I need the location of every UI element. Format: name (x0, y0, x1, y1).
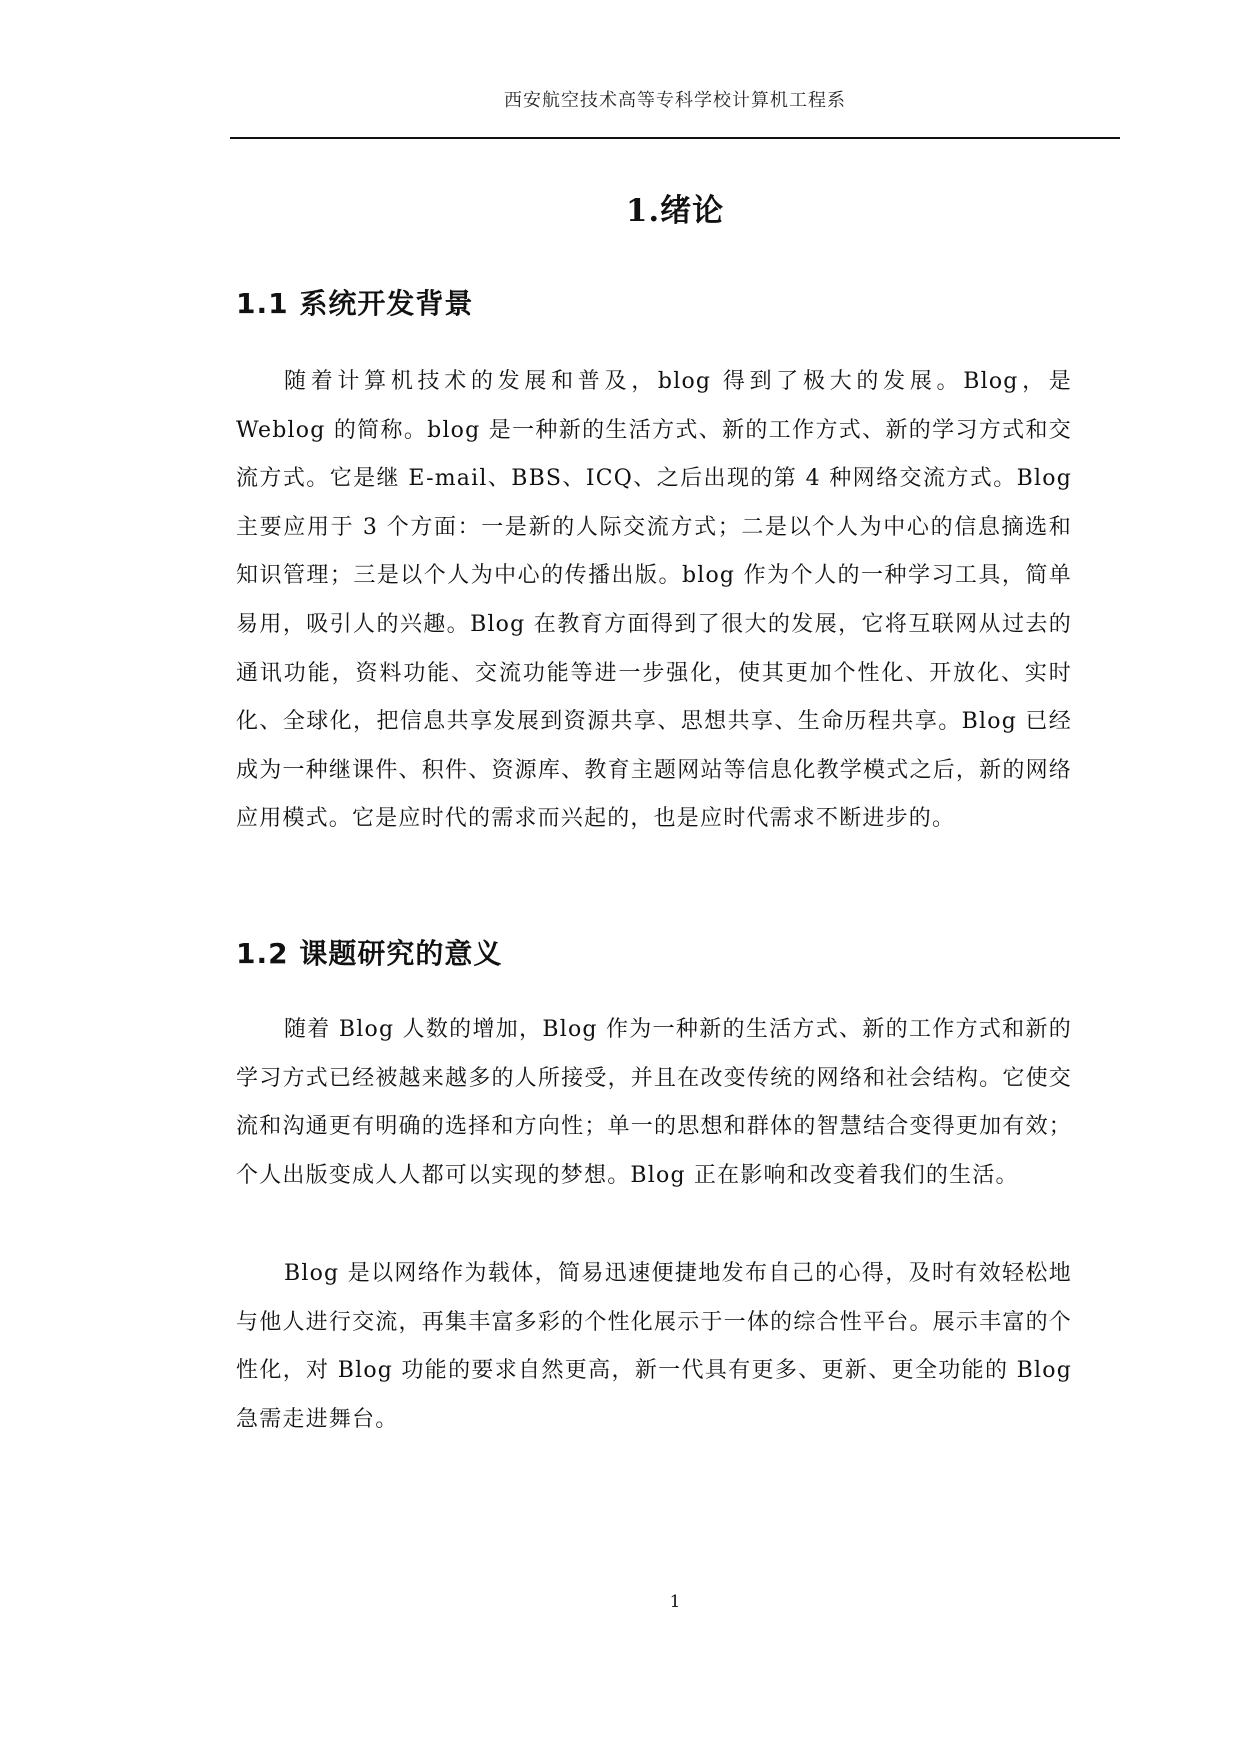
header-divider (230, 137, 1120, 139)
section-heading-1-2: 1.2 课题研究的意义 (236, 937, 503, 970)
paragraph-background: 随着计算机技术的发展和普及，blog 得到了极大的发展。Blog，是 Weblog 的简称。blog 是一种新的生活方式、新的工作方式、新的学习方式和交流方式。它是继 E-mail、BBS、ICQ、之后出现的第 4 种网络交流方式。Blog 主要应用于 3 个方面：一是新的人际交流方式；二是以个人为中心的信息摘选和知识管理；三是以个人为中心的传播出版。blog 作为个人的一种学习工具，简单易用，吸引人的兴趣。Blog 在教育方面得到了很大的发展，它将互联网从过去的通讯功能，资料功能、交流功能等进一步强化，使其更加个性化、开放化、实时化、全球化，把信息共享发展到资源共享、思想共享、生命历程共享。Blog 已经成为一种继课件、积件、资源库、教育主题网站等信息化教学模式之后，新的网络应用模式。它是应时代的需求而兴起的，也是应时代需求不断进步的。 (236, 369, 1072, 832)
paragraph-significance-1: 随着 Blog 人数的增加，Blog 作为一种新的生活方式、新的工作方式和新的学习方式已经被越来越多的人所接受，并且在改变传统的网络和社会结构。它使交流和沟通更有明确的选择和方向性；单一的思想和群体的智慧结合变得更加有效；个人出版变成人人都可以实现的梦想。Blog 正在影响和改变着我们的生活。 (236, 1017, 1072, 1188)
section-heading-1-1: 1.1 系统开发背景 (236, 287, 474, 320)
running-header: 西安航空技术高等专科学校计算机工程系 (504, 90, 846, 111)
page-number: 1 (669, 1592, 681, 1612)
chapter-title: 1.绪论 (625, 193, 725, 229)
paragraph-significance-2: Blog 是以网络作为载体，简易迅速便捷地发布自己的心得，及时有效轻松地与他人进行交流，再集丰富多彩的个性化展示于一体的综合性平台。展示丰富的个性化，对 Blog 功能的要求自然更高，新一代具有更多、更新、更全功能的 Blog 急需走进舞台。 (236, 1261, 1072, 1432)
